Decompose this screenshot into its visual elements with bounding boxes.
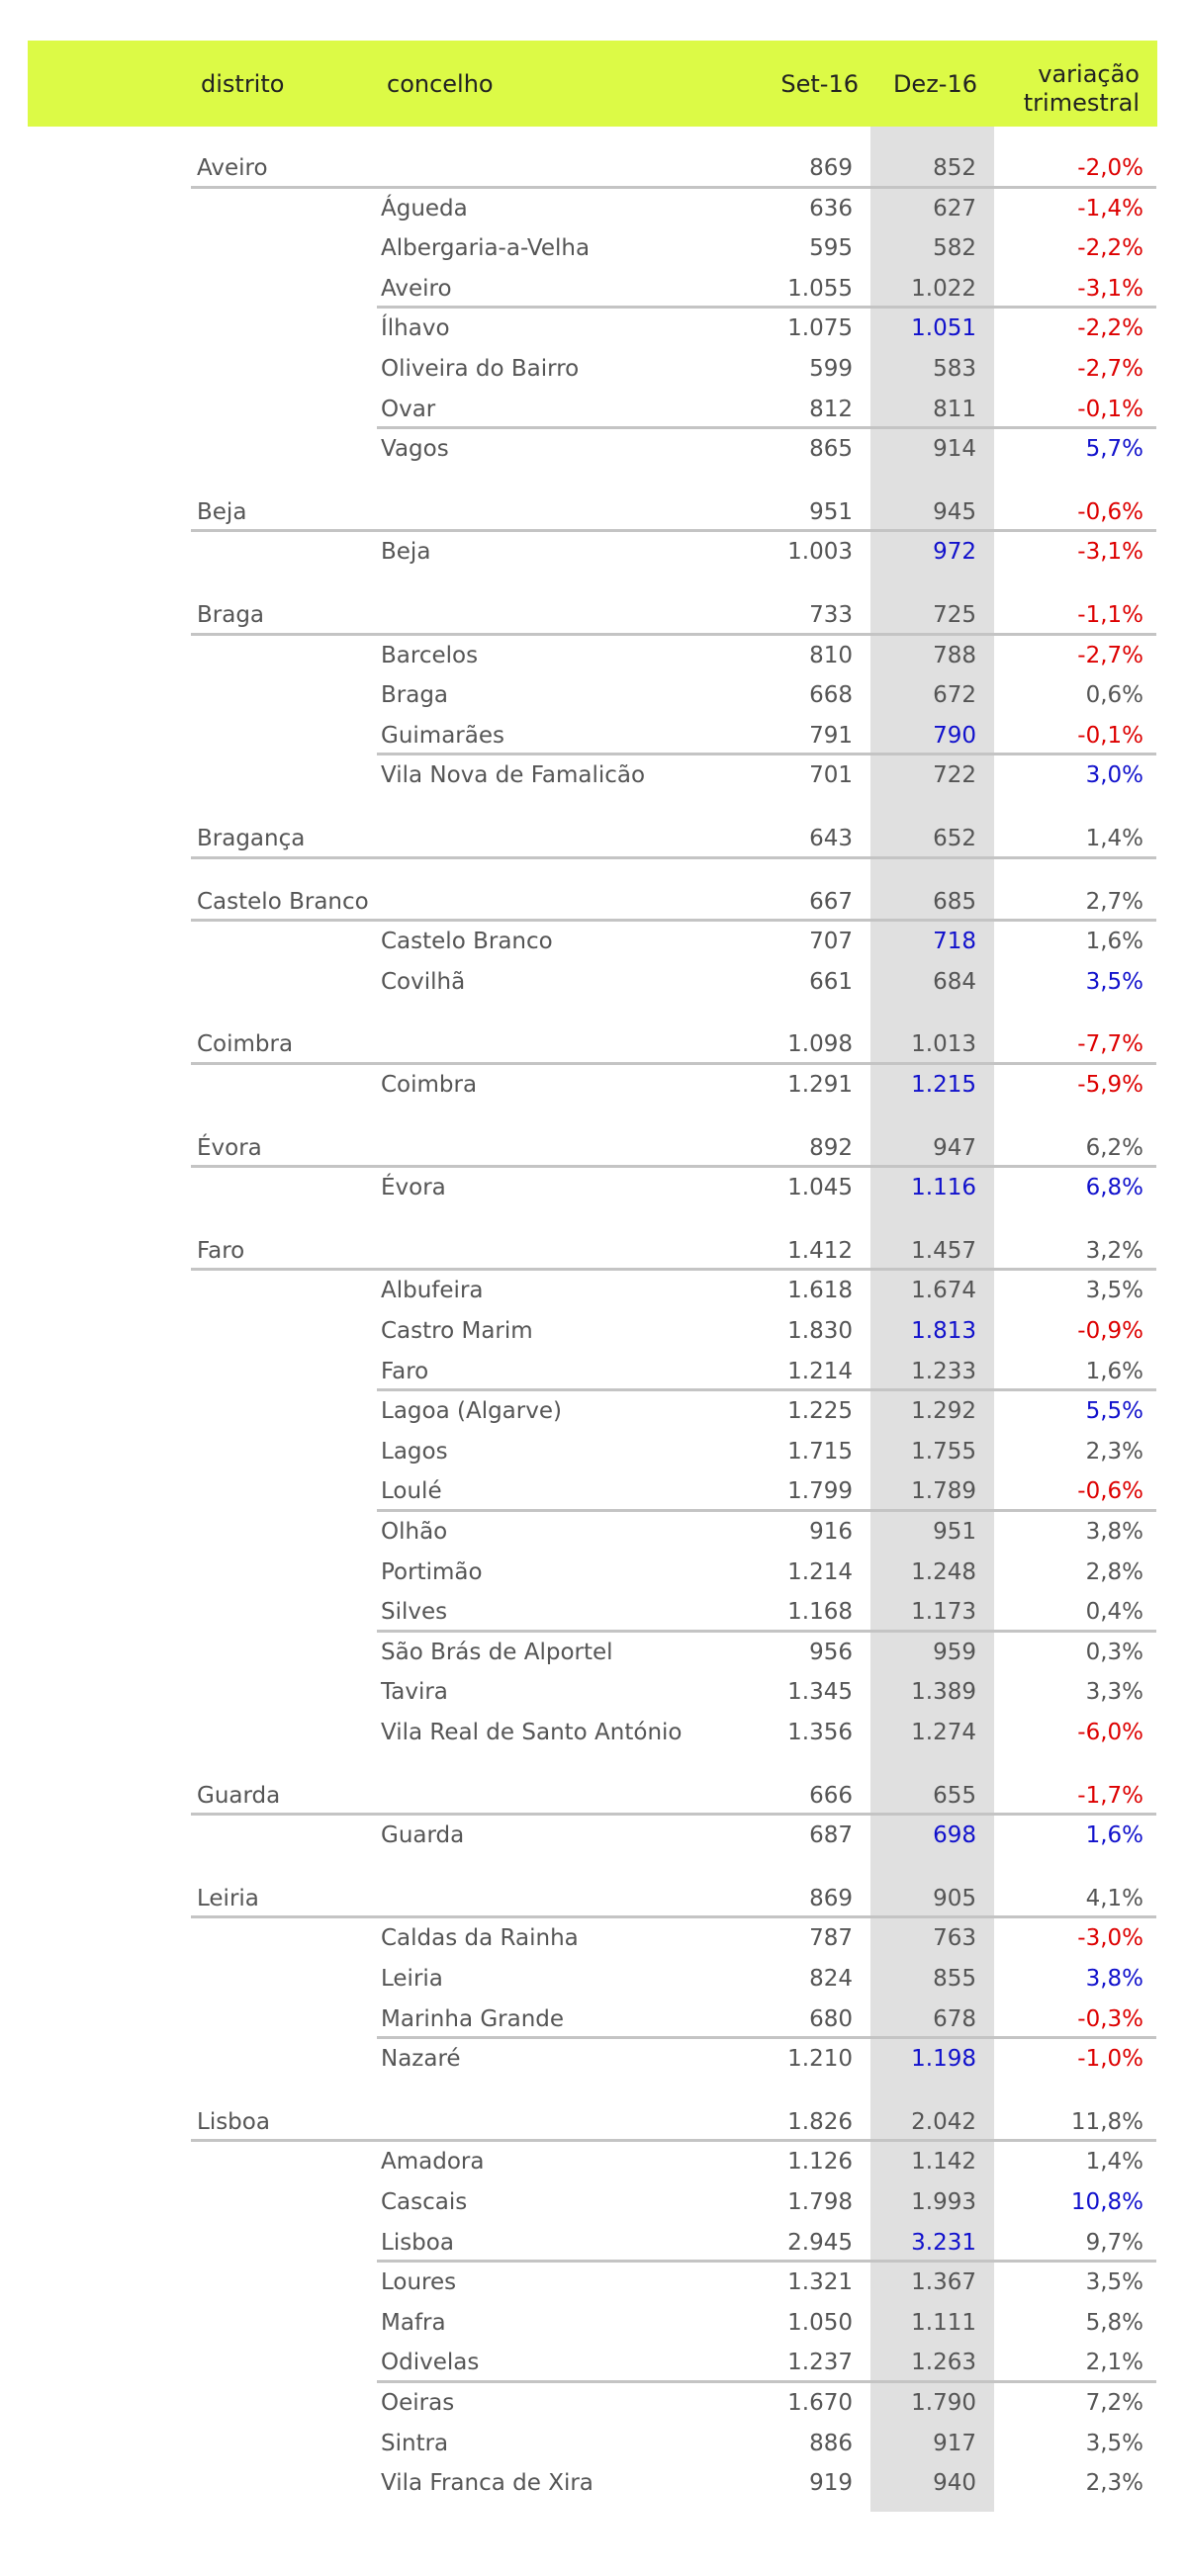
set-16-cell: 1.826 xyxy=(787,2109,853,2135)
dez-16-cell: 1.173 xyxy=(911,1599,976,1625)
table-row-concelho xyxy=(0,2303,1187,2343)
table-row-concelho xyxy=(0,2223,1187,2263)
concelho-cell: Vila Real de Santo António xyxy=(381,1720,683,1745)
set-16-cell: 787 xyxy=(809,1925,853,1951)
set-16-cell: 951 xyxy=(809,499,853,525)
header-concelho: concelho xyxy=(387,70,494,98)
dez-16-cell: 678 xyxy=(933,2006,976,2032)
set-16-cell: 869 xyxy=(809,155,853,181)
set-16-cell: 1.237 xyxy=(787,2350,853,2375)
set-16-cell: 636 xyxy=(809,196,853,222)
variacao-cell: 2,8% xyxy=(1085,1559,1143,1585)
dez-16-cell: 940 xyxy=(933,2470,976,2496)
table-row-concelho xyxy=(0,755,1187,795)
dez-16-cell: 655 xyxy=(933,1783,976,1809)
set-16-cell: 661 xyxy=(809,969,853,995)
table-row-concelho xyxy=(0,962,1187,1002)
set-16-cell: 791 xyxy=(809,723,853,749)
variacao-cell: 1,6% xyxy=(1085,929,1143,954)
table-row-distrito xyxy=(0,595,1187,635)
variacao-cell: 5,8% xyxy=(1085,2310,1143,2336)
table-row-concelho xyxy=(0,2263,1187,2302)
set-16-cell: 1.225 xyxy=(787,1398,853,1424)
variacao-cell: -0,3% xyxy=(1077,2006,1143,2032)
dez-16-cell: 951 xyxy=(933,1519,976,1545)
concelho-cell: Vagos xyxy=(381,436,449,462)
variacao-cell: -7,7% xyxy=(1077,1031,1143,1057)
set-16-cell: 886 xyxy=(809,2431,853,2456)
distrito-cell: Leiria xyxy=(197,1886,259,1911)
concelho-cell: Vila Franca de Xira xyxy=(381,2470,594,2496)
table-row-concelho xyxy=(0,2424,1187,2463)
dez-16-cell: 852 xyxy=(933,155,976,181)
concelho-cell: São Brás de Alportel xyxy=(381,1640,613,1665)
dez-16-cell: 684 xyxy=(933,969,976,995)
set-16-cell: 1.345 xyxy=(787,1679,853,1705)
concelho-cell: Amadora xyxy=(381,2149,485,2175)
table-row-concelho xyxy=(0,636,1187,675)
concelho-cell: Coimbra xyxy=(381,1072,478,1098)
concelho-cell: Lisboa xyxy=(381,2230,454,2256)
table-row-concelho xyxy=(0,1672,1187,1712)
variacao-cell: 6,2% xyxy=(1085,1135,1143,1161)
variacao-cell: -3,1% xyxy=(1077,539,1143,565)
concelho-cell: Leiria xyxy=(381,1966,443,1992)
table-row-concelho xyxy=(0,1391,1187,1431)
table-row-concelho xyxy=(0,1271,1187,1310)
distrito-cell: Bragança xyxy=(197,826,306,851)
concelho-cell: Águeda xyxy=(381,196,468,222)
set-16-cell: 892 xyxy=(809,1135,853,1161)
variacao-cell: 3,8% xyxy=(1085,1966,1143,1992)
variacao-cell: 1,4% xyxy=(1085,826,1143,851)
set-16-cell: 1.003 xyxy=(787,539,853,565)
dez-16-cell: 725 xyxy=(933,602,976,628)
concelho-cell: Vila Nova de Famalicão xyxy=(381,762,646,788)
dez-16-cell: 1.215 xyxy=(911,1072,976,1098)
variacao-cell: -2,7% xyxy=(1077,643,1143,668)
table-row-concelho xyxy=(0,189,1187,228)
set-16-cell: 1.055 xyxy=(787,276,853,302)
table-row-concelho xyxy=(0,1959,1187,1999)
table-row-distrito xyxy=(0,819,1187,858)
dez-16-cell: 685 xyxy=(933,889,976,915)
concelho-cell: Caldas da Rainha xyxy=(381,1925,579,1951)
dez-16-cell: 672 xyxy=(933,682,976,708)
concelho-cell: Cascais xyxy=(381,2189,468,2215)
set-16-cell: 1.045 xyxy=(787,1175,853,1200)
variacao-cell: 0,4% xyxy=(1085,1599,1143,1625)
table-row-concelho xyxy=(0,1713,1187,1752)
table-row-concelho xyxy=(0,1065,1187,1105)
table-row-concelho xyxy=(0,1311,1187,1351)
concelho-cell: Lagos xyxy=(381,1439,448,1465)
set-16-cell: 1.075 xyxy=(787,315,853,341)
concelho-cell: Marinha Grande xyxy=(381,2006,565,2032)
dez-16-cell: 1.233 xyxy=(911,1359,976,1384)
dez-16-cell: 917 xyxy=(933,2431,976,2456)
set-16-cell: 1.291 xyxy=(787,1072,853,1098)
dez-16-cell: 1.389 xyxy=(911,1679,976,1705)
distrito-cell: Aveiro xyxy=(197,155,268,181)
dez-16-cell: 1.755 xyxy=(911,1439,976,1465)
table-row-concelho xyxy=(0,675,1187,715)
header-dez-16: Dez-16 xyxy=(892,70,977,98)
dez-16-cell: 788 xyxy=(933,643,976,668)
dez-16-cell: 582 xyxy=(933,235,976,261)
concelho-cell: Mafra xyxy=(381,2310,446,2336)
distrito-cell: Castelo Branco xyxy=(197,889,369,915)
set-16-cell: 687 xyxy=(809,1822,853,1848)
concelho-cell: Olhão xyxy=(381,1519,448,1545)
table-row-concelho xyxy=(0,1168,1187,1207)
set-16-cell: 1.126 xyxy=(787,2149,853,2175)
variacao-cell: -1,7% xyxy=(1077,1783,1143,1809)
table-row-concelho xyxy=(0,1471,1187,1511)
variacao-cell: 9,7% xyxy=(1085,2230,1143,2256)
dez-16-cell: 811 xyxy=(933,397,976,422)
variacao-cell: -2,7% xyxy=(1077,356,1143,382)
dez-16-cell: 583 xyxy=(933,356,976,382)
dez-16-cell: 905 xyxy=(933,1886,976,1911)
concelho-cell: Portimão xyxy=(381,1559,483,1585)
set-16-cell: 810 xyxy=(809,643,853,668)
dez-16-cell: 1.263 xyxy=(911,2350,976,2375)
concelho-cell: Évora xyxy=(381,1175,446,1200)
table-row-distrito xyxy=(0,882,1187,922)
variacao-cell: 3,5% xyxy=(1085,2431,1143,2456)
variacao-cell: 6,8% xyxy=(1085,1175,1143,1200)
concelho-cell: Oeiras xyxy=(381,2390,455,2416)
header-set-16: Set-16 xyxy=(780,70,859,98)
concelho-cell: Ovar xyxy=(381,397,436,422)
variacao-cell: 3,2% xyxy=(1085,1238,1143,1264)
table-row-concelho xyxy=(0,1918,1187,1958)
set-16-cell: 812 xyxy=(809,397,853,422)
dez-16-cell: 790 xyxy=(933,723,976,749)
dez-16-cell: 1.274 xyxy=(911,1720,976,1745)
variacao-cell: -0,9% xyxy=(1077,1318,1143,1344)
dez-16-cell: 1.111 xyxy=(911,2310,976,2336)
variacao-cell: 4,1% xyxy=(1085,1886,1143,1911)
distrito-cell: Faro xyxy=(197,1238,245,1264)
variacao-cell: 3,5% xyxy=(1085,969,1143,995)
variacao-cell: -1,4% xyxy=(1077,196,1143,222)
set-16-cell: 865 xyxy=(809,436,853,462)
concelho-cell: Ílhavo xyxy=(381,315,450,341)
table-row-concelho xyxy=(0,309,1187,348)
set-16-cell: 1.210 xyxy=(787,2046,853,2072)
set-16-cell: 956 xyxy=(809,1640,853,1665)
variacao-cell: -0,6% xyxy=(1077,499,1143,525)
dez-16-cell: 1.813 xyxy=(911,1318,976,1344)
table-row-concelho xyxy=(0,2142,1187,2181)
concelho-cell: Castelo Branco xyxy=(381,929,553,954)
dez-16-cell: 1.993 xyxy=(911,2189,976,2215)
table-row-concelho xyxy=(0,390,1187,429)
table-row-concelho xyxy=(0,1352,1187,1391)
variacao-cell: 5,5% xyxy=(1085,1398,1143,1424)
table-row-distrito xyxy=(0,1879,1187,1918)
concelho-cell: Loures xyxy=(381,2269,457,2295)
concelho-cell: Nazaré xyxy=(381,2046,461,2072)
concelho-cell: Odivelas xyxy=(381,2350,480,2375)
dez-16-cell: 2.042 xyxy=(911,2109,976,2135)
variacao-cell: -0,1% xyxy=(1077,397,1143,422)
set-16-cell: 1.412 xyxy=(787,1238,853,1264)
variacao-cell: -1,0% xyxy=(1077,2046,1143,2072)
table-row-distrito xyxy=(0,148,1187,188)
concelho-cell: Lagoa (Algarve) xyxy=(381,1398,562,1424)
variacao-cell: -2,2% xyxy=(1077,315,1143,341)
header-distrito: distrito xyxy=(201,70,285,98)
table-row-distrito xyxy=(0,2102,1187,2142)
variacao-cell: -2,0% xyxy=(1077,155,1143,181)
set-16-cell: 1.356 xyxy=(787,1720,853,1745)
set-16-cell: 1.798 xyxy=(787,2189,853,2215)
variacao-cell: 3,8% xyxy=(1085,1519,1143,1545)
dez-16-cell: 3.231 xyxy=(911,2230,976,2256)
set-16-cell: 733 xyxy=(809,602,853,628)
variacao-cell: 1,6% xyxy=(1085,1359,1143,1384)
variacao-cell: -3,0% xyxy=(1077,1925,1143,1951)
dez-16-cell: 1.367 xyxy=(911,2269,976,2295)
variacao-cell: 2,7% xyxy=(1085,889,1143,915)
dez-16-cell: 945 xyxy=(933,499,976,525)
set-16-cell: 668 xyxy=(809,682,853,708)
variacao-cell: 11,8% xyxy=(1070,2109,1143,2135)
concelho-cell: Guimarães xyxy=(381,723,504,749)
table-row-concelho xyxy=(0,349,1187,389)
table-row-concelho xyxy=(0,922,1187,961)
variacao-cell: 2,3% xyxy=(1085,1439,1143,1465)
dez-16-cell: 718 xyxy=(933,929,976,954)
set-16-cell: 595 xyxy=(809,235,853,261)
set-16-cell: 1.321 xyxy=(787,2269,853,2295)
concelho-cell: Aveiro xyxy=(381,276,452,302)
variacao-cell: 3,5% xyxy=(1085,1278,1143,1303)
variacao-cell: 2,1% xyxy=(1085,2350,1143,2375)
set-16-cell: 916 xyxy=(809,1519,853,1545)
table-row-concelho xyxy=(0,1553,1187,1592)
variacao-cell: -6,0% xyxy=(1077,1720,1143,1745)
variacao-cell: 3,5% xyxy=(1085,2269,1143,2295)
set-16-cell: 1.799 xyxy=(787,1478,853,1504)
distrito-cell: Lisboa xyxy=(197,2109,270,2135)
set-16-cell: 1.670 xyxy=(787,2390,853,2416)
concelho-cell: Albufeira xyxy=(381,1278,484,1303)
set-16-cell: 1.050 xyxy=(787,2310,853,2336)
dez-16-cell: 1.116 xyxy=(911,1175,976,1200)
dez-16-cell: 763 xyxy=(933,1925,976,1951)
distrito-cell: Braga xyxy=(197,602,265,628)
concelho-cell: Loulé xyxy=(381,1478,442,1504)
table-row-distrito xyxy=(0,1776,1187,1816)
concelho-cell: Covilhã xyxy=(381,969,466,995)
set-16-cell: 599 xyxy=(809,356,853,382)
variacao-cell: -5,9% xyxy=(1077,1072,1143,1098)
header-variacao-line1: variação xyxy=(1038,60,1140,88)
set-16-cell: 643 xyxy=(809,826,853,851)
table-row-concelho xyxy=(0,228,1187,268)
dez-16-cell: 1.674 xyxy=(911,1278,976,1303)
set-16-cell: 2.945 xyxy=(787,2230,853,2256)
dez-16-cell: 1.022 xyxy=(911,276,976,302)
dez-16-cell: 1.789 xyxy=(911,1478,976,1504)
table-row-distrito xyxy=(0,492,1187,532)
dez-16-cell: 855 xyxy=(933,1966,976,1992)
table-row-concelho xyxy=(0,1592,1187,1632)
dez-16-cell: 1.051 xyxy=(911,315,976,341)
table-row-concelho xyxy=(0,1633,1187,1672)
table-row-distrito xyxy=(0,1128,1187,1168)
dez-16-cell: 1.248 xyxy=(911,1559,976,1585)
set-16-cell: 701 xyxy=(809,762,853,788)
set-16-cell: 919 xyxy=(809,2470,853,2496)
variacao-cell: 5,7% xyxy=(1085,436,1143,462)
set-16-cell: 680 xyxy=(809,2006,853,2032)
variacao-cell: 7,2% xyxy=(1085,2390,1143,2416)
concelho-cell: Beja xyxy=(381,539,431,565)
set-16-cell: 824 xyxy=(809,1966,853,1992)
table-row-concelho xyxy=(0,1816,1187,1855)
variacao-cell: 2,3% xyxy=(1085,2470,1143,2496)
dez-16-cell: 1.292 xyxy=(911,1398,976,1424)
set-16-cell: 869 xyxy=(809,1886,853,1911)
set-16-cell: 1.098 xyxy=(787,1031,853,1057)
dez-16-cell: 1.013 xyxy=(911,1031,976,1057)
variacao-cell: -1,1% xyxy=(1077,602,1143,628)
set-16-cell: 667 xyxy=(809,889,853,915)
distrito-divider xyxy=(191,856,1156,859)
table-row-concelho xyxy=(0,2463,1187,2503)
table-row-concelho xyxy=(0,2383,1187,2423)
table-row-concelho xyxy=(0,1432,1187,1471)
distrito-cell: Évora xyxy=(197,1135,262,1161)
variacao-cell: -2,2% xyxy=(1077,235,1143,261)
concelho-cell: Guarda xyxy=(381,1822,465,1848)
set-16-cell: 707 xyxy=(809,929,853,954)
variacao-cell: -0,6% xyxy=(1077,1478,1143,1504)
dez-16-cell: 1.142 xyxy=(911,2149,976,2175)
variacao-cell: 0,3% xyxy=(1085,1640,1143,1665)
table-row-concelho xyxy=(0,716,1187,755)
table-row-distrito xyxy=(0,1231,1187,1271)
set-16-cell: 1.618 xyxy=(787,1278,853,1303)
dez-16-cell: 1.790 xyxy=(911,2390,976,2416)
table-row-concelho xyxy=(0,1512,1187,1552)
dez-16-cell: 698 xyxy=(933,1822,976,1848)
dez-16-cell: 722 xyxy=(933,762,976,788)
variacao-cell: -0,1% xyxy=(1077,723,1143,749)
concelho-cell: Sintra xyxy=(381,2431,449,2456)
variacao-cell: 10,8% xyxy=(1070,2189,1143,2215)
table-row-concelho xyxy=(0,532,1187,572)
distrito-cell: Coimbra xyxy=(197,1031,294,1057)
table-row-concelho xyxy=(0,2343,1187,2382)
variacao-cell: 1,4% xyxy=(1085,2149,1143,2175)
table-row-concelho xyxy=(0,2182,1187,2222)
concelho-cell: Barcelos xyxy=(381,643,479,668)
set-16-cell: 1.715 xyxy=(787,1439,853,1465)
concelho-cell: Oliveira do Bairro xyxy=(381,356,580,382)
header-variacao-line2: trimestral xyxy=(1023,89,1140,117)
table-row-concelho xyxy=(0,1999,1187,2039)
concelho-cell: Faro xyxy=(381,1359,429,1384)
table-row-concelho xyxy=(0,2039,1187,2079)
dez-16-cell: 652 xyxy=(933,826,976,851)
variacao-cell: 1,6% xyxy=(1085,1822,1143,1848)
dez-16-cell: 914 xyxy=(933,436,976,462)
dez-16-cell: 1.198 xyxy=(911,2046,976,2072)
concelho-cell: Castro Marim xyxy=(381,1318,533,1344)
variacao-cell: 3,3% xyxy=(1085,1679,1143,1705)
concelho-cell: Braga xyxy=(381,682,449,708)
dez-16-cell: 947 xyxy=(933,1135,976,1161)
dez-16-cell: 972 xyxy=(933,539,976,565)
concelho-cell: Tavira xyxy=(381,1679,448,1705)
dez-16-cell: 959 xyxy=(933,1640,976,1665)
concelho-cell: Albergaria-a-Velha xyxy=(381,235,591,261)
table-row-distrito xyxy=(0,1024,1187,1064)
dez-16-cell: 1.457 xyxy=(911,1238,976,1264)
distrito-cell: Beja xyxy=(197,499,247,525)
set-16-cell: 1.214 xyxy=(787,1559,853,1585)
table-row-concelho xyxy=(0,429,1187,469)
concelho-cell: Silves xyxy=(381,1599,448,1625)
variacao-cell: -3,1% xyxy=(1077,276,1143,302)
table-row-concelho xyxy=(0,269,1187,309)
set-16-cell: 1.168 xyxy=(787,1599,853,1625)
dez-16-cell: 627 xyxy=(933,196,976,222)
set-16-cell: 1.830 xyxy=(787,1318,853,1344)
variacao-cell: 3,0% xyxy=(1085,762,1143,788)
set-16-cell: 1.214 xyxy=(787,1359,853,1384)
distrito-cell: Guarda xyxy=(197,1783,281,1809)
set-16-cell: 666 xyxy=(809,1783,853,1809)
variacao-cell: 0,6% xyxy=(1085,682,1143,708)
